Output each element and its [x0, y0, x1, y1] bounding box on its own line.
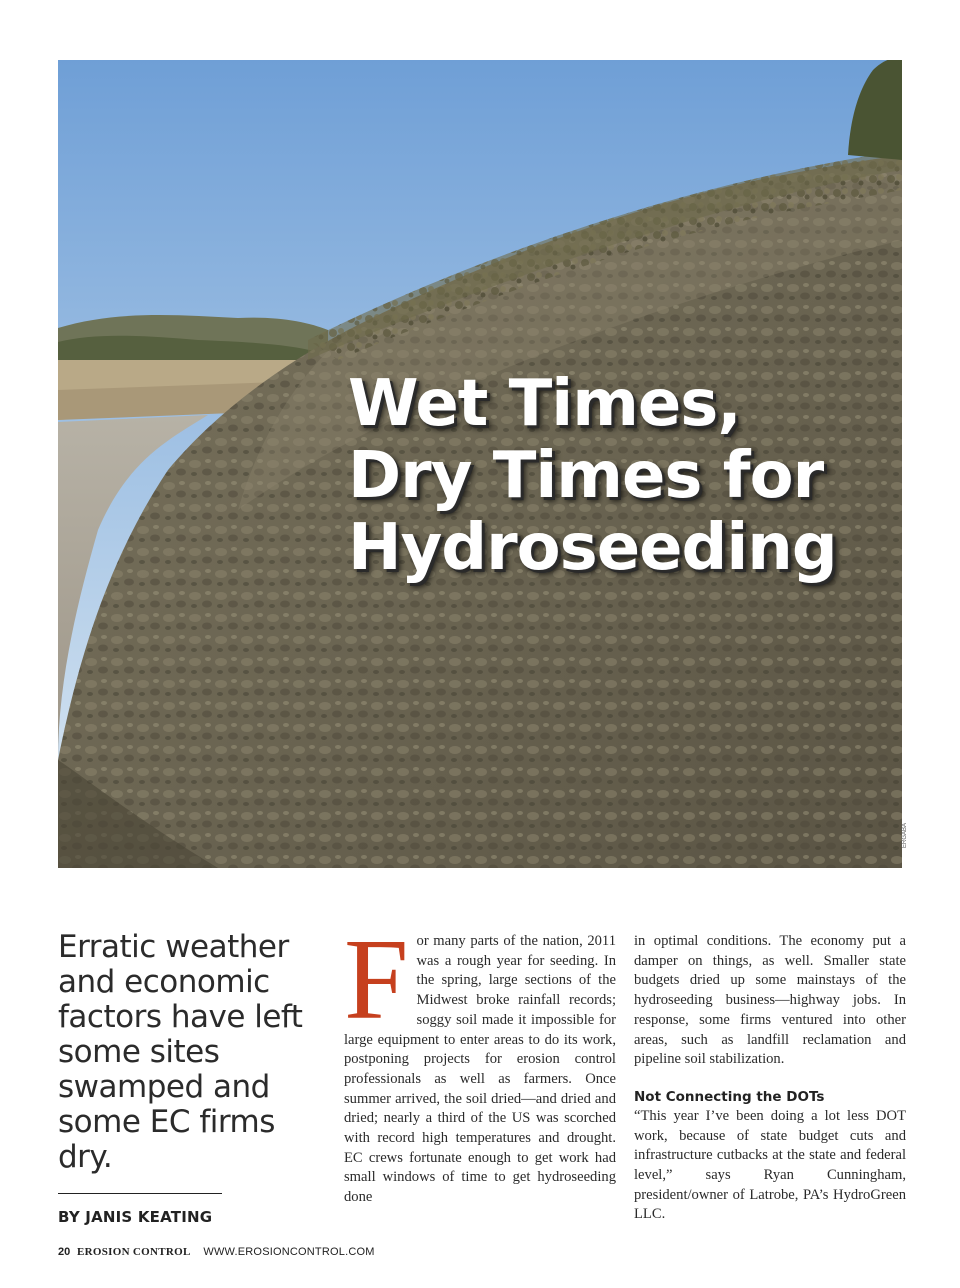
magazine-name: EROSION CONTROL: [77, 1246, 191, 1258]
section-subhead: Not Connecting the DOTs: [634, 1088, 825, 1105]
byline: BY JANIS KEATING: [58, 1208, 213, 1226]
article-deck: Erratic weather and economic factors have left some sites swamped and some EC firms dry.: [58, 929, 303, 1175]
body-paragraph: or many parts of the nation, 2011 was a rough year for seeding. In the spring, large sections of the Midwest broke rainfall records; soggy soil made it impossible for large equipment to enter areas to do its work, postponing projects for erosion control professionals as well as farmers. Once summer arrived, the soil dried—and dried and dried; nearly a third of the US was scorched with record high temperatures and drought. EC crews fortunate enough to get work had small windows of time to get hydroseeding done: [344, 933, 616, 1206]
body-paragraph: in optimal conditions. The economy put a damper on things, as well. Smaller state budgets dried up some mainstays of the hydroseeding business—highway jobs. In response, some firms ventured into other areas, such as landfill reclamation and pipeline soil stabilization.: [634, 933, 906, 1068]
page-footer: [58, 1246, 375, 1258]
body-paragraph: “This year I’ve been doing a lot less DOT work, because of state budget cuts and infrastructure cutbacks at the state and federal level,” says Ryan Cunningham, president/owner of Latrobe, PA’s HydroGreen LLC.: [634, 1107, 906, 1223]
headline-line: Dry Times for: [348, 439, 824, 513]
magazine-url: WWW.EROSIONCONTROL.COM: [203, 1246, 375, 1258]
hero-photo: [58, 60, 902, 868]
byline-divider: [58, 1193, 222, 1194]
headline-line: Wet Times,: [348, 367, 741, 441]
body-column-1: [344, 916, 616, 1208]
body-column-2: [634, 932, 906, 1225]
page-number: 20: [58, 1246, 71, 1258]
headline-line: Hydroseeding: [348, 511, 837, 585]
drop-cap: F: [344, 916, 409, 1044]
article-headline: [348, 368, 888, 584]
photo-credit: ERGABA: [902, 822, 908, 848]
